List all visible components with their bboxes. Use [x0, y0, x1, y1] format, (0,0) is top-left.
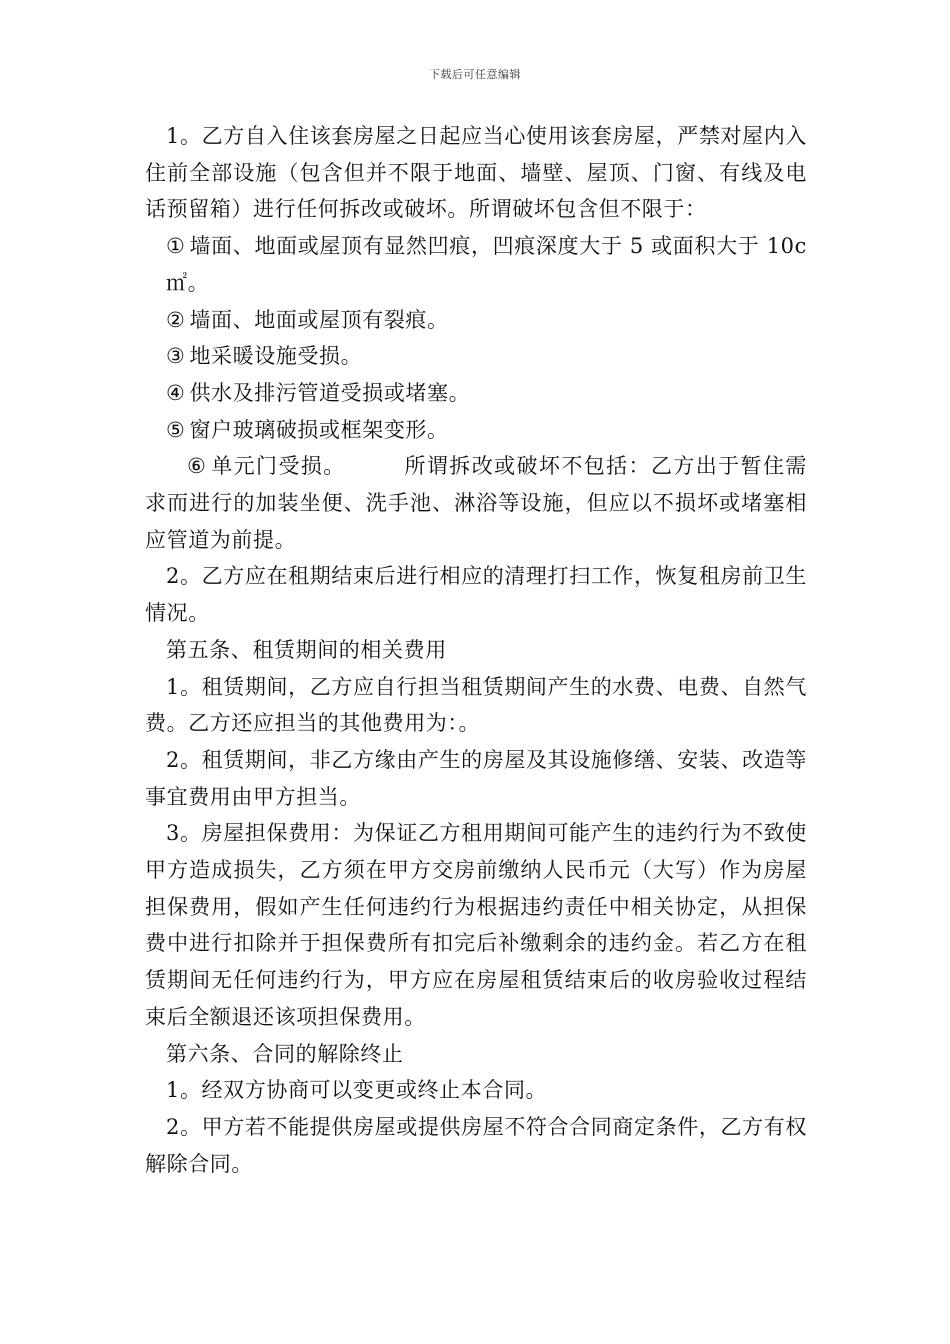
item-text: 墙面、地面或屋顶有显然凹痕，凹痕深度大于 5 或面积大于 10c㎡。 [166, 234, 807, 295]
damage-item [145, 448, 807, 558]
item-number: ⑥ [187, 454, 207, 479]
item-number: ④ [166, 380, 186, 405]
damage-item [145, 302, 807, 339]
clause-paragraph: 1。乙方自入住该套房屋之日起应当心使用该套房屋，严禁对屋内入住前全部设施（包含但并不限于地面、墙壁、屋顶、门窗、有线及电话预留箱）进行任何拆改或破坏。所谓破坏包含但不限于： [145, 124, 807, 222]
exclusion-text: 所谓拆改或破坏不包括：乙方出于暂住需求而进行的加装坐便、洗手池、淋浴等设施，但应以不损坏或堵塞相应管道为前提。 [145, 454, 807, 552]
clause-paragraph: 1。经双方协商可以变更或终止本合同。 [166, 1078, 548, 1103]
damage-item [145, 412, 807, 449]
clause-paragraph: 2。租赁期间，非乙方缘由产生的房屋及其设施修缮、安装、改造等事宜费用由甲方担当。 [145, 747, 807, 809]
item-text: 单元门受损。 [210, 454, 346, 479]
section-heading: 第六条、合同的解除终止 [166, 1041, 404, 1066]
page-header: 下载后可任意编辑 [429, 68, 521, 81]
document-body [145, 118, 807, 1182]
item-text: 地采暖设施受损。 [189, 344, 363, 369]
damage-item [145, 375, 807, 412]
damage-item [145, 228, 807, 301]
item-number: ③ [166, 344, 186, 369]
clause-paragraph: 2。乙方应在租期结束后进行相应的清理打扫工作，恢复租房前卫生情况。 [145, 564, 807, 626]
item-number: ⑤ [166, 417, 186, 442]
clause-paragraph: 1。租赁期间，乙方应自行担当租赁期间产生的水费、电费、自然气费。乙方还应担当的其他费用为：。 [145, 674, 807, 736]
damage-item [145, 338, 807, 375]
item-number: ① [166, 234, 186, 259]
item-text: 墙面、地面或屋顶有裂痕。 [189, 307, 449, 332]
clause-paragraph: 3。房屋担保费用：为保证乙方租用期间可能产生的违约行为不致使甲方造成损失，乙方须在甲方交房前缴纳人民币元（大写）作为房屋担保费用，假如产生任何违约行为根据违约责任中相关协定，从担保费中进行扣除并于担保费所有扣完后补缴剩余的违约金。若乙方在租赁期间无任何违约行为，甲方应在房屋租赁结束后的收房验收过程结束后全额退还该项担保费用。 [145, 821, 807, 1029]
section-heading: 第五条、租赁期间的相关费用 [166, 637, 447, 662]
item-text: 供水及排污管道受损或堵塞。 [189, 380, 471, 405]
clause-paragraph: 2。甲方若不能提供房屋或提供房屋不符合合同商定条件，乙方有权解除合同。 [145, 1114, 807, 1176]
item-number: ② [166, 307, 186, 332]
item-text: 窗户玻璃破损或框架变形。 [189, 417, 449, 442]
